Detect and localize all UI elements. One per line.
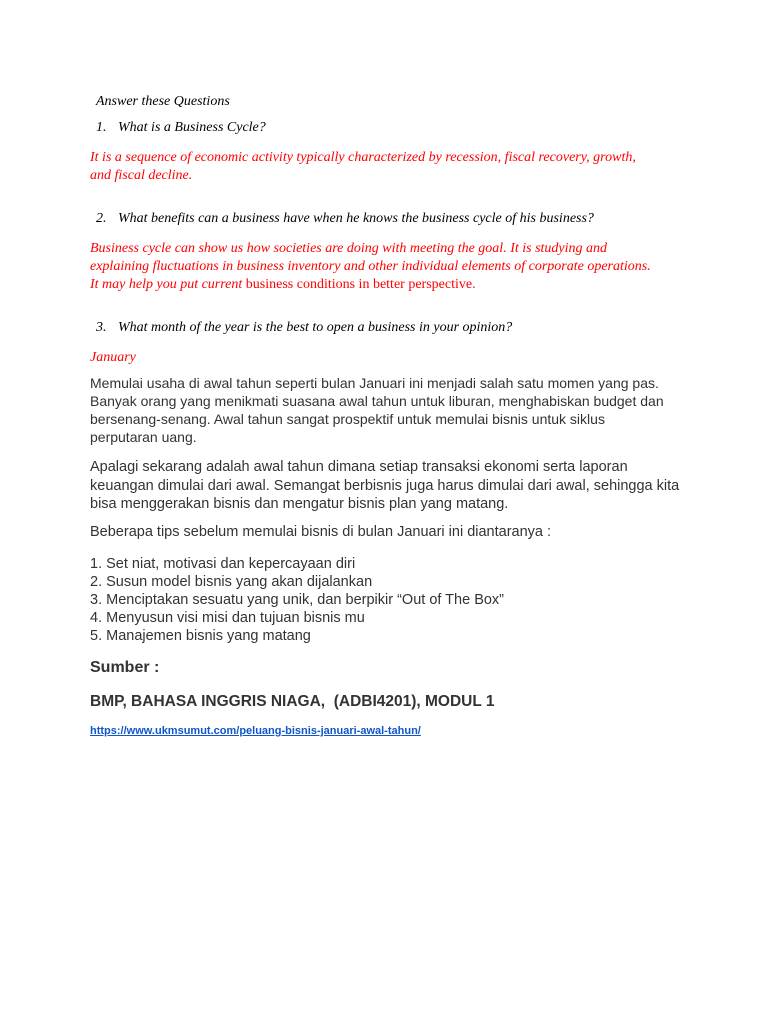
question-2-text: What benefits can a business have when he knows the business cycle of his business? <box>118 211 594 226</box>
page-heading: Answer these Questions <box>96 94 230 109</box>
question-3-text: What month of the year is the best to open a business in your opinion? <box>118 320 513 335</box>
tip-item: 1. Set niat, motivasi dan kepercayaan diri <box>90 556 356 572</box>
question-3 <box>96 320 512 336</box>
source-link[interactable]: https://www.ukmsumut.com/peluang-bisnis-januari-awal-tahun/ <box>90 725 421 737</box>
question-3-number: 3. <box>96 320 107 335</box>
answer-2-plain: business conditions in better perspective. <box>242 277 476 292</box>
source-title: BMP, BAHASA INGGRIS NIAGA, (ADBI4201), MODUL 1 <box>90 693 495 710</box>
paragraph-2: Apalagi sekarang adalah awal tahun dimana setiap transaksi ekonomi serta laporan keuangan dimulai dari awal. Semangat berbisnis juga harus dimulai dari awal, sehingga kita bisa menggerakan bisnis dan mengatur bisnis plan yang matang. <box>90 459 680 512</box>
tip-item: 4. Menyusun visi misi dan tujuan bisnis mu <box>90 610 365 626</box>
answer-2 <box>90 240 660 294</box>
tip-item: 2. Susun model bisnis yang akan dijalankan <box>90 574 373 590</box>
paragraph-3: Beberapa tips sebelum memulai bisnis di bulan Januari ini diantaranya : <box>90 524 552 540</box>
answer-2-italic: Business cycle can show us how societies are doing with meeting the goal. It is studying and explaining fluctuations in business inventory and other individual elements of corporate operations. It may help you put current <box>90 241 651 292</box>
question-2 <box>96 211 594 227</box>
paragraph-1: Memulai usaha di awal tahun seperti bulan Januari ini menjadi salah satu momen yang pas. Banyak orang yang menikmati suasana awal tahun untuk liburan, menghabiskan budget dan bersenang-senang. Awal tahun sangat prospektif untuk memulai bisnis untuk siklus perputaran uang. <box>90 375 664 445</box>
question-2-number: 2. <box>96 211 107 226</box>
tip-item: 5. Manajemen bisnis yang matang <box>90 628 311 644</box>
sources-label: Sumber : <box>90 659 160 676</box>
question-1-number: 1. <box>96 120 107 135</box>
tips-list <box>90 555 504 645</box>
answer-3: January <box>90 350 136 365</box>
question-1-text: What is a Business Cycle? <box>118 120 266 135</box>
answer-1: It is a sequence of economic activity typically characterized by recession, fiscal recovery, growth, and fiscal decline. <box>90 150 636 183</box>
question-1 <box>96 120 266 136</box>
tip-item: 3. Menciptakan sesuatu yang unik, dan berpikir “Out of The Box” <box>90 592 505 608</box>
